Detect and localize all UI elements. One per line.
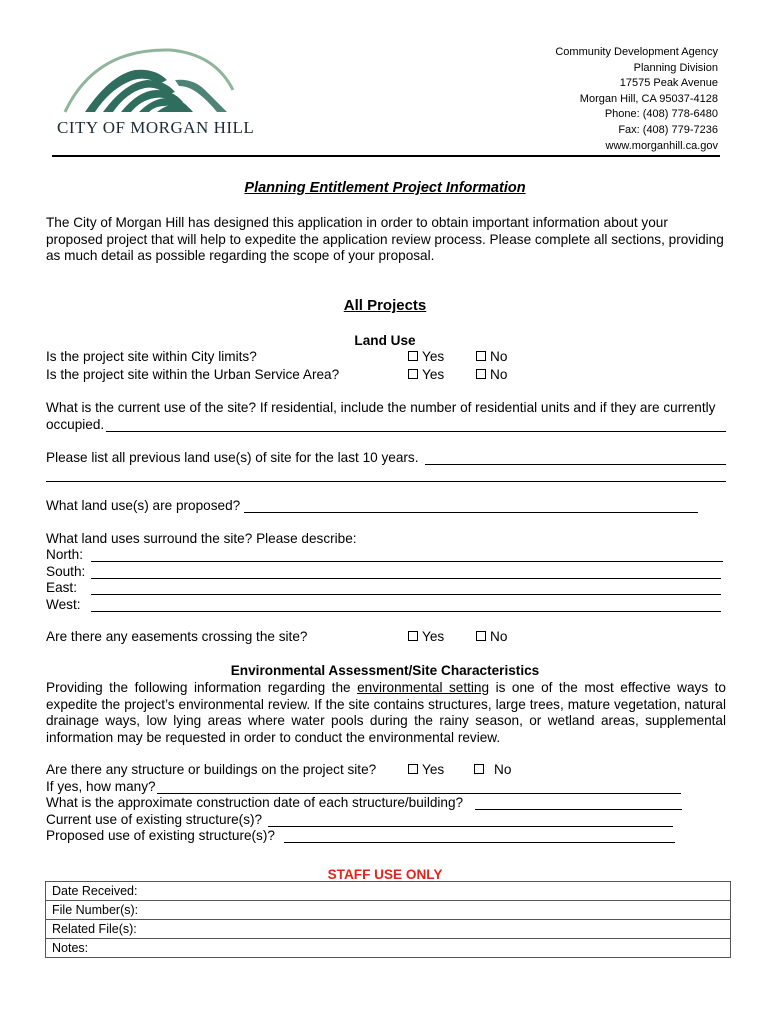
question-previous-use: Please list all previous land use(s) of site for the last 10 years. xyxy=(46,450,419,465)
proposed-use-field[interactable] xyxy=(244,512,698,513)
yes-label: Yes xyxy=(422,349,445,364)
checkbox[interactable] xyxy=(408,631,418,641)
staff-row-date-received[interactable]: Date Received: xyxy=(46,882,731,901)
construction-date-field[interactable] xyxy=(475,809,682,810)
checkbox[interactable] xyxy=(474,764,484,774)
question-proposed-structure-use: Proposed use of existing structure(s)? xyxy=(46,828,275,843)
question-city-limits: Is the project site within City limits? xyxy=(46,349,257,364)
easements-no[interactable] xyxy=(476,629,507,646)
address-line: Fax: (408) 779-7236 xyxy=(618,123,718,136)
address-line: 17575 Peak Avenue xyxy=(619,77,718,90)
checkbox[interactable] xyxy=(408,351,418,361)
header-divider xyxy=(52,155,720,157)
south-label: South: xyxy=(46,564,86,579)
yes-label: Yes xyxy=(422,367,445,382)
no-label: No xyxy=(490,629,508,644)
intro-paragraph: The City of Morgan Hill has designed this application in order to obtain important information about your proposed project that will help to expedite the application review process. Please complete all sections, providing as much detail as possible regarding the scope of your proposal. xyxy=(46,215,724,264)
usa-no[interactable] xyxy=(476,367,507,384)
question-current-use: What is the current use of the site? If residential, include the number of residential units and if they are currently xyxy=(46,400,716,415)
no-label: No xyxy=(494,762,512,777)
checkbox[interactable] xyxy=(476,351,486,361)
agency-address xyxy=(555,45,718,154)
yes-label: Yes xyxy=(422,629,445,644)
page-title: Planning Entitlement Project Information xyxy=(244,180,526,196)
previous-use-field[interactable] xyxy=(425,464,726,465)
checkbox[interactable] xyxy=(476,369,486,379)
proposed-structure-use-field[interactable] xyxy=(284,842,675,843)
staff-use-heading: STAFF USE ONLY xyxy=(327,867,443,882)
south-field[interactable] xyxy=(91,578,721,579)
address-line: Phone: (408) 778-6480 xyxy=(604,108,718,121)
logo-text: CITY OF MORGAN HILL xyxy=(57,118,255,137)
current-structure-use-field[interactable] xyxy=(268,826,673,827)
east-label: East: xyxy=(46,580,77,595)
address-line: Planning Division xyxy=(633,61,718,74)
north-label: North: xyxy=(46,547,84,562)
environmental-heading: Environmental Assessment/Site Characteristics xyxy=(230,663,540,678)
city-limits-no[interactable] xyxy=(476,349,507,366)
west-field[interactable] xyxy=(91,611,721,612)
paragraph-text: Providing the following information regarding the xyxy=(46,680,351,695)
structures-yes[interactable] xyxy=(408,762,444,779)
city-limits-yes[interactable] xyxy=(408,349,444,366)
question-construction-date: What is the approximate construction date of each structure/building? xyxy=(46,795,464,810)
yes-label: Yes xyxy=(422,762,445,777)
paragraph-text: is one of the most effective ways to expedite the project’s environmental review. If the site contains structures, large trees, mature vegetation, natural drainage ways, low lying areas where water pools during the rainy season, or wetland areas, supplemental information may be requested in order to conduct the environmental review. xyxy=(46,680,726,745)
staff-row-file-numbers[interactable]: File Number(s): xyxy=(46,901,731,920)
east-field[interactable] xyxy=(91,594,721,595)
structures-no[interactable] xyxy=(474,762,511,779)
checkbox[interactable] xyxy=(476,631,486,641)
west-label: West: xyxy=(46,597,81,612)
easements-yes[interactable] xyxy=(408,629,444,646)
question-current-structure-use: Current use of existing structure(s)? xyxy=(46,812,263,827)
question-structures: Are there any structure or buildings on the project site? xyxy=(46,762,377,777)
question-surrounding-uses: What land uses surround the site? Please describe: xyxy=(46,531,357,546)
no-label: No xyxy=(490,367,508,382)
checkbox[interactable] xyxy=(408,764,418,774)
land-use-heading xyxy=(0,333,770,348)
current-use-field[interactable] xyxy=(106,431,726,432)
staff-row-related-files[interactable]: Related File(s): xyxy=(46,920,731,939)
staff-row-notes[interactable]: Notes: xyxy=(46,939,731,958)
hills-icon xyxy=(85,70,227,112)
no-label: No xyxy=(490,349,508,364)
checkbox[interactable] xyxy=(408,369,418,379)
question-how-many: If yes, how many? xyxy=(46,779,156,794)
question-current-use-cont: occupied. xyxy=(46,417,105,432)
address-line: Community Development Agency xyxy=(555,46,718,58)
environmental-paragraph xyxy=(46,680,726,746)
question-urban-service-area: Is the project site within the Urban Service Area? xyxy=(46,367,340,382)
environmental-setting-text: environmental setting xyxy=(357,680,490,695)
all-projects-heading: All Projects xyxy=(343,297,427,314)
previous-use-field-line2[interactable] xyxy=(46,481,726,482)
usa-yes[interactable] xyxy=(408,367,444,384)
staff-use-table xyxy=(45,881,731,958)
land-use-heading-text: Land Use xyxy=(354,333,416,348)
question-proposed-use: What land use(s) are proposed? xyxy=(46,498,241,513)
how-many-field[interactable] xyxy=(157,793,681,794)
website-link[interactable]: www.morganhill.ca.gov xyxy=(605,139,718,152)
address-line: Morgan Hill, CA 95037-4128 xyxy=(579,92,718,105)
north-field[interactable] xyxy=(91,561,723,562)
question-easements: Are there any easements crossing the site? xyxy=(46,629,308,644)
